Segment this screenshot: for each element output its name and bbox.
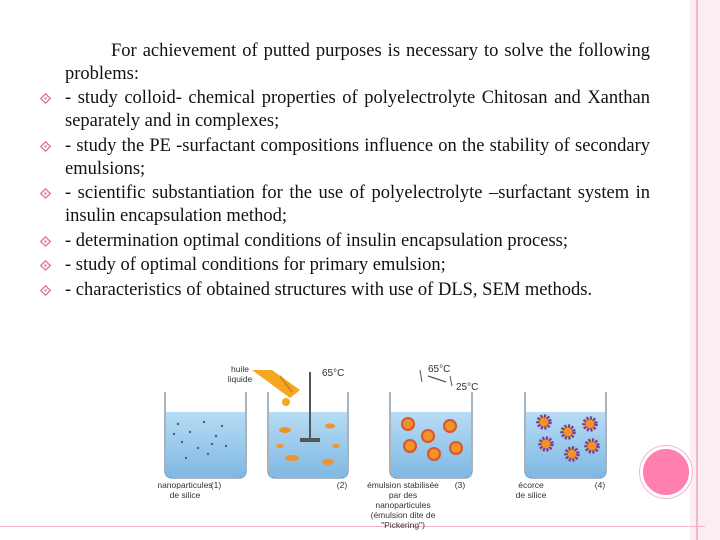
emulsion-label: émulsion stabilisée par des nanoparticules (émulsion dite de "Pickering"): [367, 480, 439, 530]
step-1-label: (1): [210, 480, 222, 490]
list-item-text: - determination optimal conditions of insulin encapsulation process;: [65, 230, 568, 251]
diamond-bullet-icon: [40, 285, 51, 296]
beaker-4: [525, 392, 606, 478]
shell-label: écorce de silice: [515, 480, 547, 500]
diamond-bullet-icon: [40, 236, 51, 247]
right-decorative-line: [696, 0, 698, 540]
list-item: [40, 135, 650, 181]
diamond-bullet-icon: [40, 188, 51, 199]
nanoparticle-label: nanoparticules de silice: [157, 480, 213, 500]
list-item-text: - study of optimal conditions for primary emulsion;: [65, 255, 446, 275]
list-item-text: - study the PE -surfactant compositions influence on the stability of secondary emulsions;: [65, 135, 650, 179]
diamond-bullet-icon: [40, 260, 51, 271]
step-4-label: (4): [594, 480, 606, 490]
intro-paragraph: For achievement of putted purposes is necessary to solve the following problems:: [65, 41, 650, 84]
list-item: [40, 279, 650, 302]
list-item: [40, 254, 650, 277]
step-2-label: (2): [336, 480, 348, 490]
list-item-text: - characteristics of obtained structures with use of DLS, SEM methods.: [65, 279, 593, 300]
list-item: [40, 182, 650, 228]
list-item-text: - study colloid- chemical properties of polyelectrolyte Chitosan and Xanthan separately and in complexes;: [65, 88, 650, 131]
slide-text: [40, 40, 650, 303]
oil-label: huile liquide: [227, 364, 253, 384]
list-item-text: - scientific substantiation for the use of polyelectrolyte –surfactant system in insulin encapsulation method;: [65, 183, 650, 226]
list-item: [40, 230, 650, 253]
emulsion-process-diagram: [157, 362, 630, 530]
list-item: [40, 87, 650, 133]
temperature-label-3: 25°C: [456, 382, 479, 393]
beaker-1: [165, 392, 246, 478]
right-decorative-band: [690, 0, 720, 540]
temperature-label-1: 65°C: [322, 368, 345, 379]
problem-list: [40, 87, 650, 302]
bottom-decorative-line: [0, 526, 705, 527]
beaker-2: [252, 370, 348, 478]
pink-circle-decoration: [640, 446, 692, 498]
temperature-label-2: 65°C: [428, 364, 451, 375]
diamond-bullet-icon: [40, 93, 51, 104]
diamond-bullet-icon: [40, 141, 51, 152]
step-3-label: (3): [454, 480, 466, 490]
